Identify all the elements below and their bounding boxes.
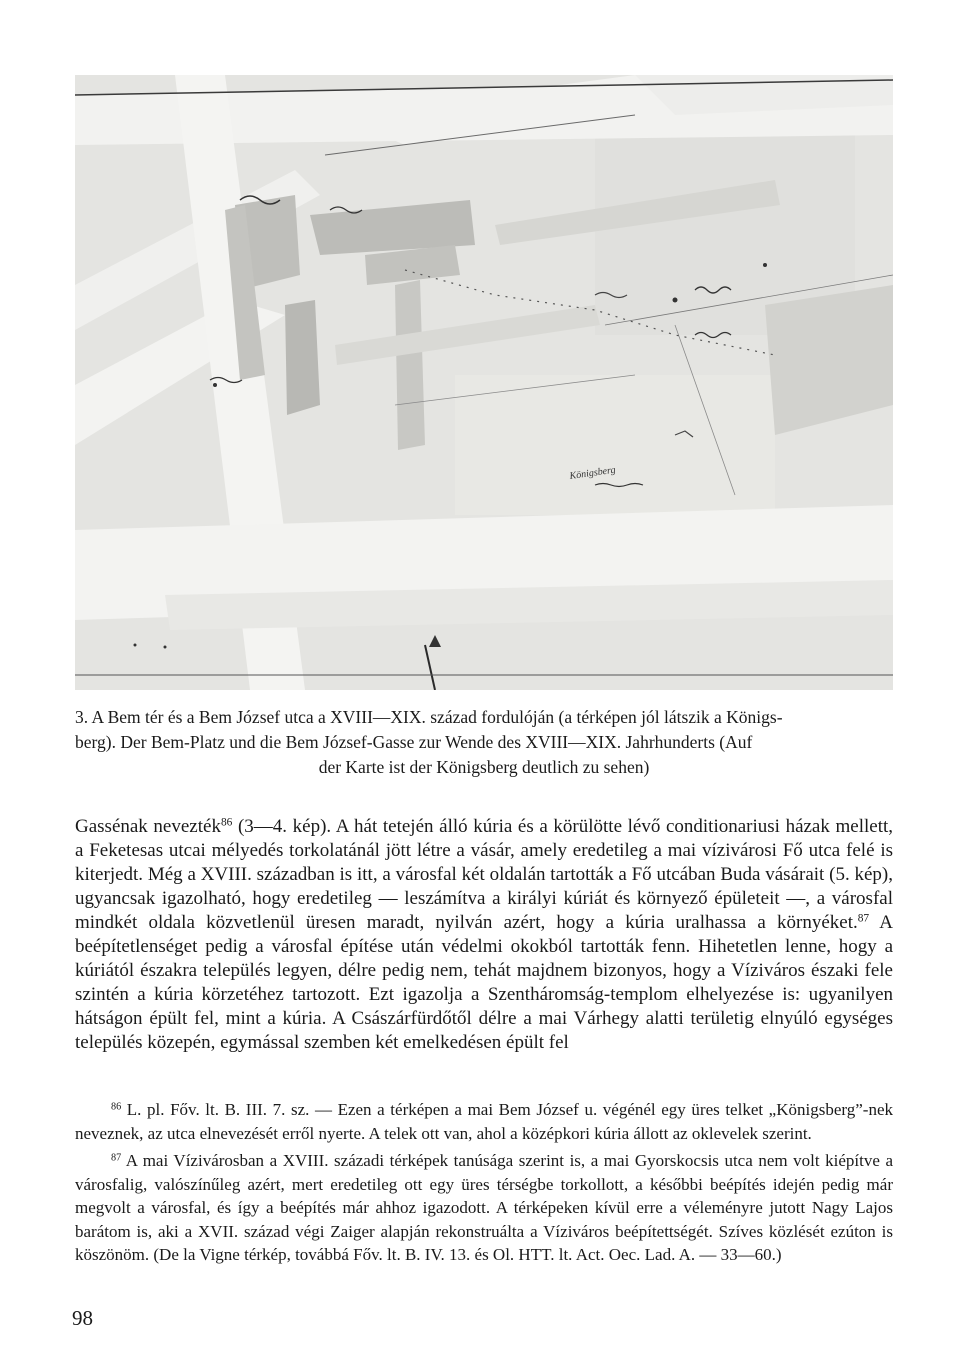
footnote-86 — [75, 1098, 893, 1145]
footnote-87 — [75, 1149, 893, 1267]
caption-line-3: der Karte ist der Königsberg deutlich zu sehen) — [318, 757, 650, 777]
footnotes — [75, 1098, 893, 1271]
body-text-middle: (3—4. kép). A hát tetején álló kúria és a körülötte lévő conditionariusi házak mellett, a Feketesas utcai mélyedés torkolatánál jött létre a vásár, amely eredetileg a mai vízivárosi Fő utca felé is kiterjedt. Még a XVIII. században is itt, a városfal két oldalán tartották a Fő utcában Buda vásárait (5. kép), ugyancsak igazolható, hogy eredetileg — leszámítva a királyi kúriát és környező épületeit —, a városfal mindkét oldala közvetlenül üresen maradt, nyilván azért, hogy a kúria uralhassa a környéket. — [75, 816, 893, 933]
body-text-end: A beépítetlenséget pedig a városfal építése után védelmi okokból tartották fenn. Hihetetlen lenne, hogy a kúriától északra település legyen, délre pedig nem, tehát majdnem bizonyos, hogy a Víziváros északi fele szintén a kúria körzetéhez tartozott. Ezt igazolja a Szentháromság-templom elhelyezése is: ugyanilyen hátságon épült fel, mint a kúria. A Császárfürdőtől délre a mai Várhegy alatti területig elnyúló egységes település közepén, egymással szemben két emelkedésen épült fel — [75, 912, 893, 1053]
body-paragraph — [75, 815, 893, 1055]
body-text-start: Gassénak nevezték — [75, 816, 221, 837]
map-image — [75, 75, 893, 690]
footnote-text: A mai Vízivárosban a XVIII. századi térképek tanúsága szerint is, a mai Gyorskocsis utca nem volt kiépítve a városfalig, valószínűleg azért, mert eredetileg ott egy üres térségbe torkollott, a későbbi beépítés idején pedig már megvolt a városfal, és így a beépítés már ahhoz igazodott. A térképeken kívül erre a véleményre jutott Nagy Lajos barátom is, aki a XVII. század végi Zaiger alapján rekonstruálta a Víziváros beépítettségét. Szíves közlését ezúton is köszönöm. (De la Vigne térkép, továbbá Főv. lt. B. IV. 13. és Ol. HTT. lt. Act. Oec. Lad. A. — 33—60.) — [75, 1151, 893, 1264]
historic-map-figure — [75, 75, 893, 690]
footnote-text: L. pl. Főv. lt. B. III. 7. sz. — Ezen a térképen a mai Bem József u. végénél egy üres telket „Königsberg”-nek neveznek, az utca elnevezését erről nyerte. A telek ott van, ahol a középkori kúria állott az oklevelek szerint. — [75, 1100, 893, 1143]
footnote-ref-87: 87 — [857, 912, 870, 925]
footnote-number: 87 — [111, 1152, 122, 1164]
map-label-konigsberg: Königsberg — [568, 464, 617, 482]
caption-line-1: 3. A Bem tér és a Bem József utca a XVIII—XIX. század fordulóján (a térképen jól látszik a Königs- — [75, 707, 783, 727]
footnote-number: 86 — [111, 1101, 122, 1113]
page-number: 98 — [72, 1306, 93, 1330]
footnote-ref-86: 86 — [220, 816, 233, 829]
caption-line-2: berg). Der Bem-Platz und die Bem József-Gasse zur Wende des XVIII—XIX. Jahrhunderts (Auf — [75, 732, 753, 752]
figure-caption — [75, 705, 893, 780]
